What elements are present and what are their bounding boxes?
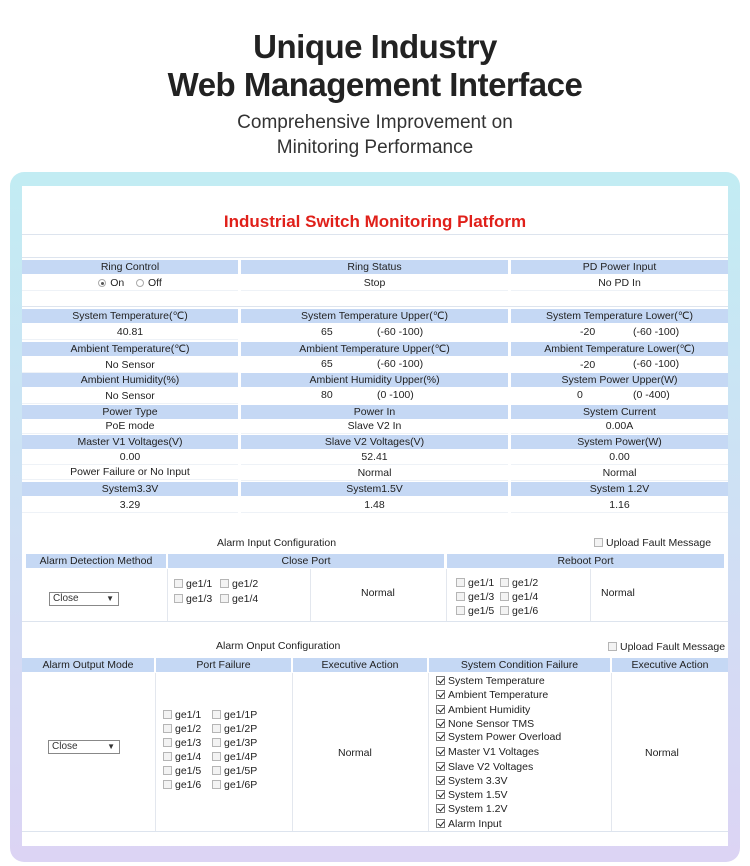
alarm-input-title: Alarm Input Configuration — [217, 537, 337, 549]
power-in-value: Slave V2 In — [241, 419, 508, 434]
detect-method-select[interactable]: Close ▼ — [49, 592, 119, 606]
condition-checkbox[interactable]: System Power Overload — [436, 731, 561, 744]
exec-action-header-2: Executive Action — [612, 658, 728, 672]
reboot-port-checkbox[interactable]: ge1/3 — [456, 591, 494, 604]
divider — [428, 673, 429, 831]
hero-subtitle-line2: Minitoring Performance — [276, 137, 474, 158]
platform-title: Industrial Switch Monitoring Platform — [223, 212, 527, 231]
status-cell: Normal — [511, 466, 728, 481]
master-v1-value: 0.00 — [22, 450, 238, 465]
port-failure-checkbox[interactable]: ge1/3P — [212, 737, 257, 750]
exec-action-header: Executive Action — [293, 658, 427, 672]
sys15-header: System1.5V — [241, 482, 508, 496]
port-failure-checkbox[interactable]: ge1/1P — [212, 709, 257, 722]
condition-checkbox[interactable]: Master V1 Voltages — [436, 746, 539, 759]
amb-temp-upper-header: Ambient Temperature Upper(℃) — [241, 342, 508, 356]
pd-power-value: No PD In — [511, 276, 728, 291]
condition-checkbox[interactable]: Alarm Input — [436, 818, 502, 831]
hero-title-line1: Unique Industry — [253, 28, 497, 65]
power-in-header: Power In — [241, 405, 508, 419]
reboot-port-status: Normal — [601, 587, 635, 599]
sys-power-value: 0.00 — [511, 450, 728, 465]
ring-on-radio[interactable]: On — [98, 277, 124, 289]
condition-checkbox[interactable]: System 3.3V — [436, 775, 508, 788]
port-failure-checkbox[interactable]: ge1/6P — [212, 779, 257, 792]
reboot-port-checkbox[interactable]: ge1/2 — [500, 577, 538, 590]
alarm-output-title: Alarm Onput Configuration — [216, 640, 341, 652]
reboot-port-header: Reboot Port — [447, 554, 724, 568]
sys-temp-value: 40.81 — [22, 325, 238, 340]
condition-checkbox[interactable]: System Temperature — [436, 675, 545, 688]
divider — [590, 569, 591, 621]
divider — [446, 569, 447, 621]
amb-hum-value: No Sensor — [22, 389, 238, 404]
reboot-port-checkbox[interactable]: ge1/4 — [500, 591, 538, 604]
divider — [22, 621, 728, 622]
divider — [22, 306, 728, 307]
amb-temp-upper-input[interactable]: 65 — [319, 358, 369, 371]
ring-status-value: Stop — [241, 276, 508, 291]
close-port-header: Close Port — [168, 554, 444, 568]
exec-action-status: Normal — [338, 747, 372, 759]
sys-power-upper-input[interactable]: 0 — [575, 389, 625, 402]
amb-hum-upper-input[interactable]: 80 — [319, 389, 369, 402]
sys-current-value: 0.00A — [511, 419, 728, 434]
sys-temp-upper-input[interactable]: 65 — [319, 326, 369, 339]
divider — [310, 569, 311, 621]
ring-off-radio[interactable]: Off — [136, 277, 162, 289]
ring-status-header: Ring Status — [241, 260, 508, 274]
port-failure-checkbox[interactable]: ge1/5P — [212, 765, 257, 778]
sys-temp-upper-header: System Temperature Upper(℃) — [241, 309, 508, 323]
reboot-port-checkbox[interactable]: ge1/5 — [456, 605, 494, 618]
power-type-header: Power Type — [22, 405, 238, 419]
amb-hum-header: Ambient Humidity(%) — [22, 373, 238, 387]
hero-title-line2: Web Management Interface — [167, 66, 583, 103]
ring-control-value — [22, 276, 238, 291]
close-port-checkbox[interactable]: ge1/1 — [174, 578, 212, 591]
divider — [22, 257, 728, 258]
sys12-value: 1.16 — [511, 498, 728, 513]
power-type-value: PoE mode — [22, 419, 238, 434]
port-failure-checkbox[interactable]: ge1/4 — [163, 751, 201, 764]
sys33-header: System3.3V — [22, 482, 238, 496]
sys-current-header: System Current — [511, 405, 728, 419]
close-port-checkbox[interactable]: ge1/4 — [220, 593, 258, 606]
hero-subtitle-line1: Comprehensive Improvement on — [237, 112, 513, 133]
amb-hum-upper-header: Ambient Humidity Upper(%) — [241, 373, 508, 387]
ring-control-header: Ring Control — [22, 260, 238, 274]
alarm-output-upload-checkbox[interactable]: Upload Fault Message — [608, 641, 725, 654]
close-port-checkbox[interactable]: ge1/3 — [174, 593, 212, 606]
sys-temp-lower-range: (-60 -100) — [633, 326, 680, 338]
condition-checkbox[interactable]: System 1.5V — [436, 789, 508, 802]
port-failure-checkbox[interactable]: ge1/1 — [163, 709, 201, 722]
slave-v2-value: 52.41 — [241, 450, 508, 465]
sys-temp-lower-input[interactable]: -20 — [578, 326, 628, 339]
port-failure-checkbox[interactable]: ge1/3 — [163, 737, 201, 750]
close-port-status: Normal — [361, 587, 395, 599]
sys-temp-lower-header: System Temperature Lower(℃) — [511, 309, 728, 323]
slave-v2-header: Slave V2 Voltages(V) — [241, 435, 508, 449]
condition-checkbox[interactable]: Ambient Humidity — [436, 704, 530, 717]
sys33-value: 3.29 — [22, 498, 238, 513]
master-v1-header: Master V1 Voltages(V) — [22, 435, 238, 449]
reboot-port-checkbox[interactable]: ge1/1 — [456, 577, 494, 590]
reboot-port-checkbox[interactable]: ge1/6 — [500, 605, 538, 618]
sys-temp-upper-range: (-60 -100) — [377, 326, 424, 338]
amb-temp-lower-header: Ambient Temperature Lower(℃) — [511, 342, 728, 356]
exec-action-status-2: Normal — [645, 747, 679, 759]
amb-temp-upper-range: (-60 -100) — [377, 358, 424, 370]
output-mode-header: Alarm Output Mode — [22, 658, 154, 672]
sys12-header: System 1.2V — [511, 482, 728, 496]
sys-power-header: System Power(W) — [511, 435, 728, 449]
status-cell: Power Failure or No Input — [22, 465, 238, 480]
divider — [155, 673, 156, 831]
divider — [22, 831, 728, 832]
amb-temp-lower-input[interactable]: -20 — [578, 359, 628, 372]
pd-power-header: PD Power Input — [511, 260, 728, 274]
amb-temp-header: Ambient Temperature(℃) — [22, 342, 238, 356]
sys-power-upper-header: System Power Upper(W) — [511, 373, 728, 387]
port-failure-checkbox[interactable]: ge1/4P — [212, 751, 257, 764]
alarm-input-upload-checkbox[interactable]: Upload Fault Message — [594, 537, 711, 550]
sys15-value: 1.48 — [241, 498, 508, 513]
sys-temp-header: System Temperature(℃) — [22, 309, 238, 323]
condition-checkbox[interactable]: Ambient Temperature — [436, 689, 548, 702]
port-failure-checkbox[interactable]: ge1/2P — [212, 723, 257, 736]
port-failure-checkbox[interactable]: ge1/5 — [163, 765, 201, 778]
amb-temp-lower-range: (-60 -100) — [633, 358, 680, 370]
sys-condition-header: System Condition Failure — [429, 658, 610, 672]
status-cell: Normal — [241, 466, 508, 481]
port-failure-checkbox[interactable]: ge1/2 — [163, 723, 201, 736]
detect-method-header: Alarm Detection Method — [26, 554, 166, 568]
divider — [22, 234, 728, 235]
divider — [611, 673, 612, 831]
amb-temp-value: No Sensor — [22, 358, 238, 373]
sys-power-upper-range: (0 -400) — [633, 389, 670, 401]
close-port-checkbox[interactable]: ge1/2 — [220, 578, 258, 591]
condition-checkbox[interactable]: System 1.2V — [436, 803, 508, 816]
divider — [167, 569, 168, 621]
output-mode-select[interactable]: Close ▼ — [48, 740, 120, 754]
condition-checkbox[interactable]: Slave V2 Voltages — [436, 761, 533, 774]
port-failure-header: Port Failure — [156, 658, 291, 672]
condition-checkbox[interactable]: None Sensor TMS — [436, 718, 534, 731]
monitoring-panel — [22, 186, 728, 846]
amb-hum-upper-range: (0 -100) — [377, 389, 414, 401]
divider — [292, 673, 293, 831]
port-failure-checkbox[interactable]: ge1/6 — [163, 779, 201, 792]
